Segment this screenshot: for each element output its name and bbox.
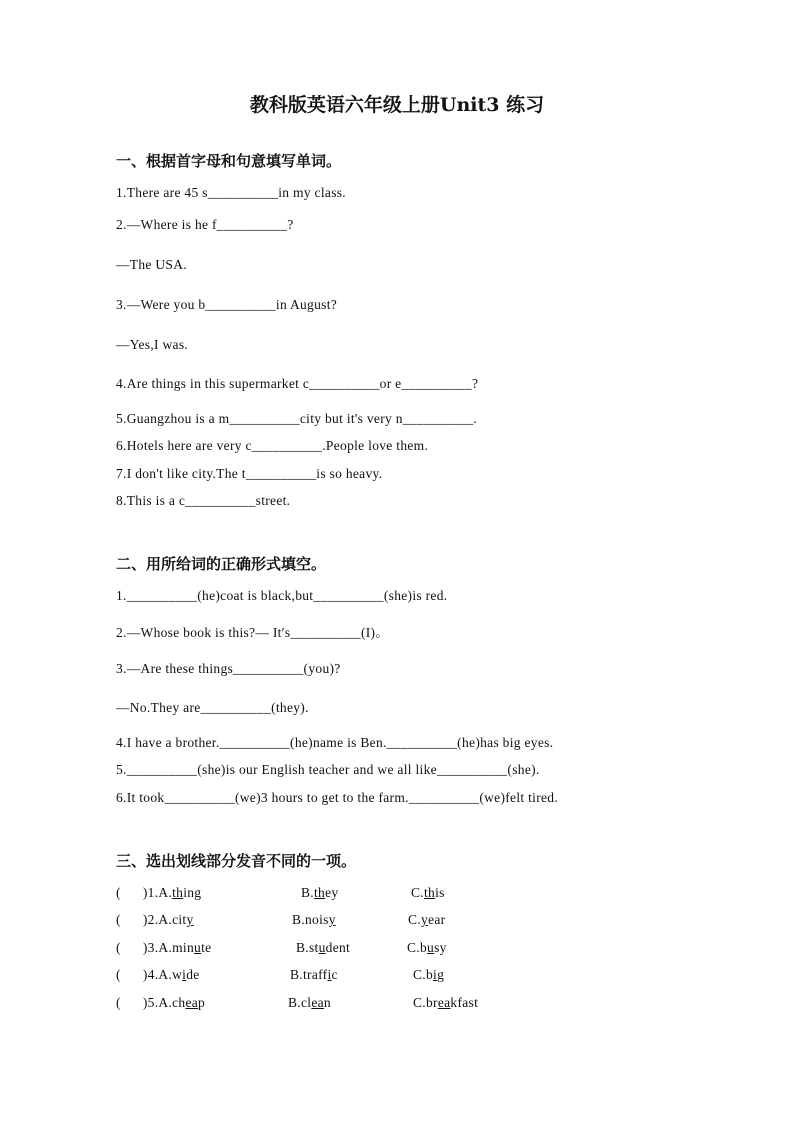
s3-item-5-c-part-2: kfast <box>450 995 479 1010</box>
s3-item-2-option-a <box>116 912 194 928</box>
s2-line-3: 3.—Are these things__________(you)? <box>116 661 341 676</box>
s3-item-2-option-c <box>408 912 445 928</box>
s3-item-3-option-b <box>296 940 350 956</box>
s3-item-2-c-part-0: C. <box>408 912 421 927</box>
s3-item-3-c-part-1: u <box>427 940 435 955</box>
s3-item-4-option-a <box>116 967 200 983</box>
s3-item-5-a-part-1: ea <box>185 995 199 1010</box>
s3-item-2-a-part-0: cit <box>172 912 187 927</box>
s3-item-3-b-part-0: B.st <box>296 940 319 955</box>
s3-item-5-a-part-0: ch <box>172 995 186 1010</box>
s1-line-7: 5.Guangzhou is a m__________city but it's very n__________. <box>116 411 477 426</box>
s3-item-1-a-part-2: ing <box>183 885 202 900</box>
s3-item-4-b-part-0: B.traff <box>290 967 328 982</box>
s1-line-8: 6.Hotels here are very c__________.People love them. <box>116 438 429 453</box>
s1-line-10: 8.This is a c__________street. <box>116 493 291 508</box>
s3-item-4-option-c <box>413 967 444 983</box>
s3-item-3-a-part-1: u <box>194 940 202 955</box>
s1-line-1: 1.There are 45 s__________in my class. <box>116 185 346 200</box>
s2-line-7: 6.It took__________(we)3 hours to get to the farm.__________(we)felt tired. <box>116 790 559 805</box>
s3-item-1-c-part-1: th <box>423 885 436 900</box>
s3-item-5-b-part-1: ea <box>311 995 324 1010</box>
s3-item-2-b-part-1: y <box>328 912 336 927</box>
s3-item-5-c-part-0: C.br <box>413 995 438 1010</box>
s3-item-3-a-part-2: te <box>201 940 212 955</box>
s3-item-2-c-part-1: y <box>420 912 429 927</box>
s3-item-3-b-part-1: u <box>318 940 326 955</box>
s2-line-6: 5.__________(she)is our English teacher and we all like__________(she). <box>116 762 540 777</box>
s3-item-5-b-part-0: B.cl <box>288 995 312 1010</box>
s3-item-1-b-part-0: B. <box>301 885 314 900</box>
section2-heading: 二、用所给词的正确形式填空。 <box>116 555 327 573</box>
s3-item-2-b-part-0: B.nois <box>292 912 329 927</box>
s3-item-4-a-part-1: i <box>182 967 187 982</box>
s3-item-1-c-part-0: C. <box>411 885 424 900</box>
s3-item-4-number: ( )4.A. <box>116 967 173 982</box>
s3-item-1-number: ( )1.A. <box>116 885 173 900</box>
s2-line-5: 4.I have a brother.__________(he)name is Ben.__________(he)has big eyes. <box>116 735 554 750</box>
s3-item-3-option-a <box>116 940 211 956</box>
s3-item-1-c-part-2: is <box>435 885 445 900</box>
s3-item-4-a-part-2: de <box>186 967 200 982</box>
s3-item-3-number: ( )3.A. <box>116 940 173 955</box>
s3-item-3-c-part-2: sy <box>434 940 447 955</box>
s1-line-2: 2.—Where is he f__________? <box>116 217 294 232</box>
s3-item-4-a-part-0: w <box>172 967 183 982</box>
s3-item-4-b-part-1: i <box>327 967 332 982</box>
s3-item-4-b-part-2: c <box>331 967 338 982</box>
s3-item-4-c-part-2: g <box>437 967 445 982</box>
s3-item-5-option-c <box>413 995 478 1011</box>
s2-line-1: 1.__________(he)coat is black,but__________(she)is red. <box>116 588 448 603</box>
s3-item-5-b-part-2: n <box>323 995 331 1010</box>
section1-heading: 一、根据首字母和句意填写单词。 <box>116 152 342 170</box>
s3-item-1-option-c <box>411 885 445 901</box>
s3-item-3-option-c <box>407 940 447 956</box>
s3-item-3-b-part-2: dent <box>325 940 351 955</box>
s3-item-5-option-a <box>116 995 205 1011</box>
s1-line-6: 4.Are things in this supermarket c__________or e__________? <box>116 376 479 391</box>
s3-item-1-a-part-1: th <box>172 885 184 900</box>
s3-item-4-c-part-0: C.b <box>413 967 434 982</box>
s3-item-1-b-part-1: th <box>313 885 326 900</box>
s1-line-3: —The USA. <box>116 257 187 272</box>
s3-item-2-c-part-2: ear <box>428 912 446 927</box>
s3-item-5-a-part-2: p <box>198 995 206 1010</box>
s3-item-5-option-b <box>288 995 331 1011</box>
page-title: 教科版英语六年级上册Unit3 练习 <box>249 94 545 116</box>
s3-item-4-option-b <box>290 967 338 983</box>
s3-item-5-number: ( )5.A. <box>116 995 173 1010</box>
s2-line-4: —No.They are__________(they). <box>116 700 309 715</box>
s3-item-1-b-part-2: ey <box>325 885 339 900</box>
s3-item-2-option-b <box>292 912 336 928</box>
s3-item-2-number: ( )2.A. <box>116 912 173 927</box>
s3-item-4-c-part-1: i <box>433 967 438 982</box>
s3-item-5-c-part-1: ea <box>437 995 451 1010</box>
s3-item-1-option-a <box>116 885 201 901</box>
s1-line-4: 3.—Were you b__________in August? <box>116 297 338 312</box>
s1-line-5: —Yes,I was. <box>116 337 189 352</box>
s3-item-3-c-part-0: C.b <box>407 940 428 955</box>
s3-item-3-a-part-0: min <box>172 940 194 955</box>
s3-item-1-option-b <box>301 885 338 901</box>
section3-heading: 三、选出划线部分发音不同的一项。 <box>116 852 357 870</box>
s2-line-2: 2.—Whose book is this?— It′s__________(I)。 <box>116 625 390 640</box>
s3-item-2-a-part-1: y <box>186 912 194 927</box>
s1-line-9: 7.I don't like city.The t__________is so heavy. <box>116 466 383 481</box>
